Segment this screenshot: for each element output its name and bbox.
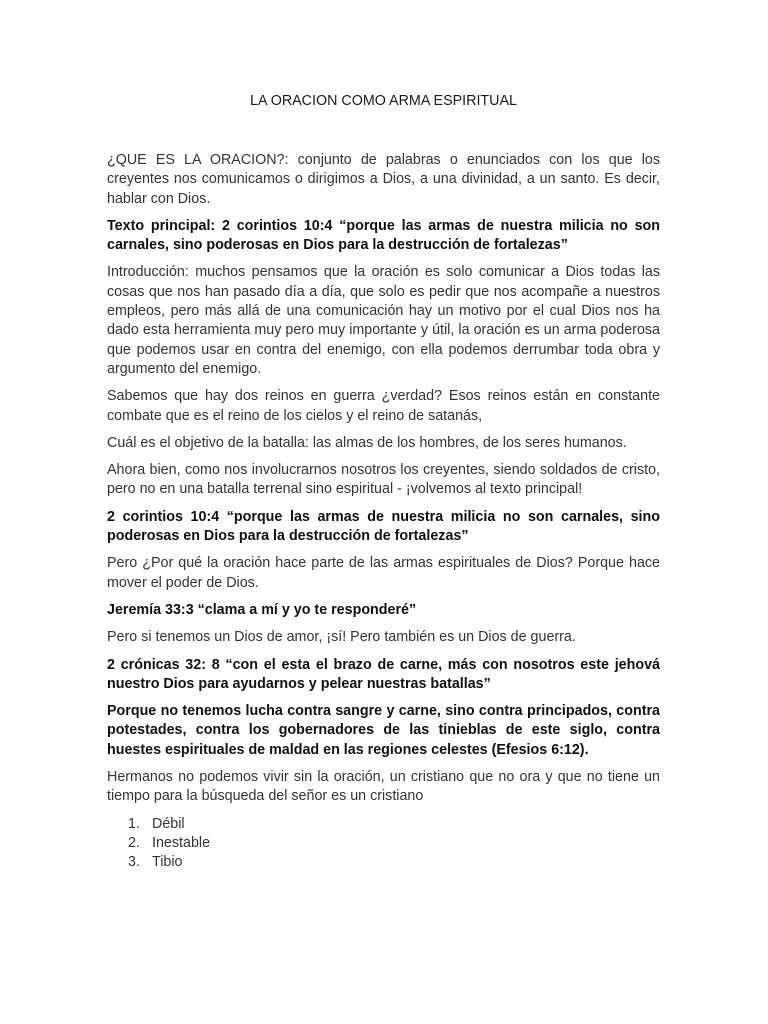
list-item-number: 3. — [128, 854, 140, 871]
list-item — [128, 853, 660, 872]
characteristics-list — [107, 815, 660, 873]
paragraph-battle-objective: Cuál es el objetivo de la batalla: las almas de los hombres, de los seres humanos. — [107, 434, 627, 451]
paragraph-what-is-prayer: ¿QUE ES LA ORACION?: conjunto de palabras o enunciados con los que los creyentes nos comunicamos o dirigimos a Dios, a una divinidad, a un santo. Es decir, hablar con Dios. — [107, 152, 660, 207]
list-item-text: Tibio — [152, 854, 183, 871]
paragraph-ephesians-quote: Porque no tenemos lucha contra sangre y carne, sino contra principados, contra potestades, contra los gobernadores de las tinieblas de este siglo, contra huestes espirituales de maldad en las regiones celestes (Efesios 6:12). — [107, 703, 660, 758]
paragraph-soldiers: Ahora bien, como nos involucrarnos nosotros los creyentes, siendo soldados de cristo, pero no en una batalla terrenal sino espiritual - ¡volvemos al texto principal! — [107, 462, 660, 498]
list-item — [128, 815, 660, 834]
list-item-number: 1. — [128, 815, 140, 832]
paragraph-why-prayer: Pero ¿Por qué la oración hace parte de las armas espirituales de Dios? Porque hace mover el poder de Dios. — [107, 555, 660, 591]
paragraph-introduction: Introducción: muchos pensamos que la oración es solo comunicar a Dios todas las cosas que nos han pasado día a día, que solo es pedir que nos acompañe a nuestros empleos, pero más allá de una comunicación hay un motivo por el cual Dios nos ha dado esta herramienta muy pero muy importante y útil, la oración es un arma poderosa que podemos usar en contra del enemigo, con ella podemos derrumbar toda obra y argumento del enemigo. — [107, 264, 660, 377]
paragraph-corinthians-quote: 2 corintios 10:4 “porque las armas de nuestra milicia no son carnales, sino poderosas en Dios para la destrucción de fortalezas” — [107, 508, 660, 545]
document-page — [107, 91, 660, 873]
list-item-text: Débil — [152, 815, 185, 832]
list-item-text: Inestable — [152, 834, 211, 851]
paragraph-two-kingdoms: Sabemos que hay dos reinos en guerra ¿verdad? Esos reinos están en constante combate que es el reino de los cielos y el reino de satanás, — [107, 388, 660, 424]
paragraph-jeremiah-quote: Jeremía 33:3 “clama a mí y yo te responderé” — [107, 601, 417, 618]
list-item-number: 2. — [128, 834, 140, 851]
list-item — [128, 834, 660, 853]
paragraph-chronicles-quote: 2 crónicas 32: 8 “con el esta el brazo de carne, más con nosotros este jehová nuestro Dios para ayudarnos y pelear nuestras batallas” — [107, 656, 660, 692]
document-title: LA ORACION COMO ARMA ESPIRITUAL — [250, 93, 517, 109]
paragraph-conclusion: Hermanos no podemos vivir sin la oración, un cristiano que no ora y que no tiene un tiempo para la búsqueda del señor es un cristiano — [107, 769, 660, 805]
paragraph-god-of-war: Pero si tenemos un Dios de amor, ¡sí! Pero también es un Dios de guerra. — [107, 629, 576, 646]
paragraph-main-text: Texto principal: 2 corintios 10:4 “porque las armas de nuestra milicia no son carnales, sino poderosas en Dios para la destrucción de fortalezas” — [107, 217, 660, 254]
